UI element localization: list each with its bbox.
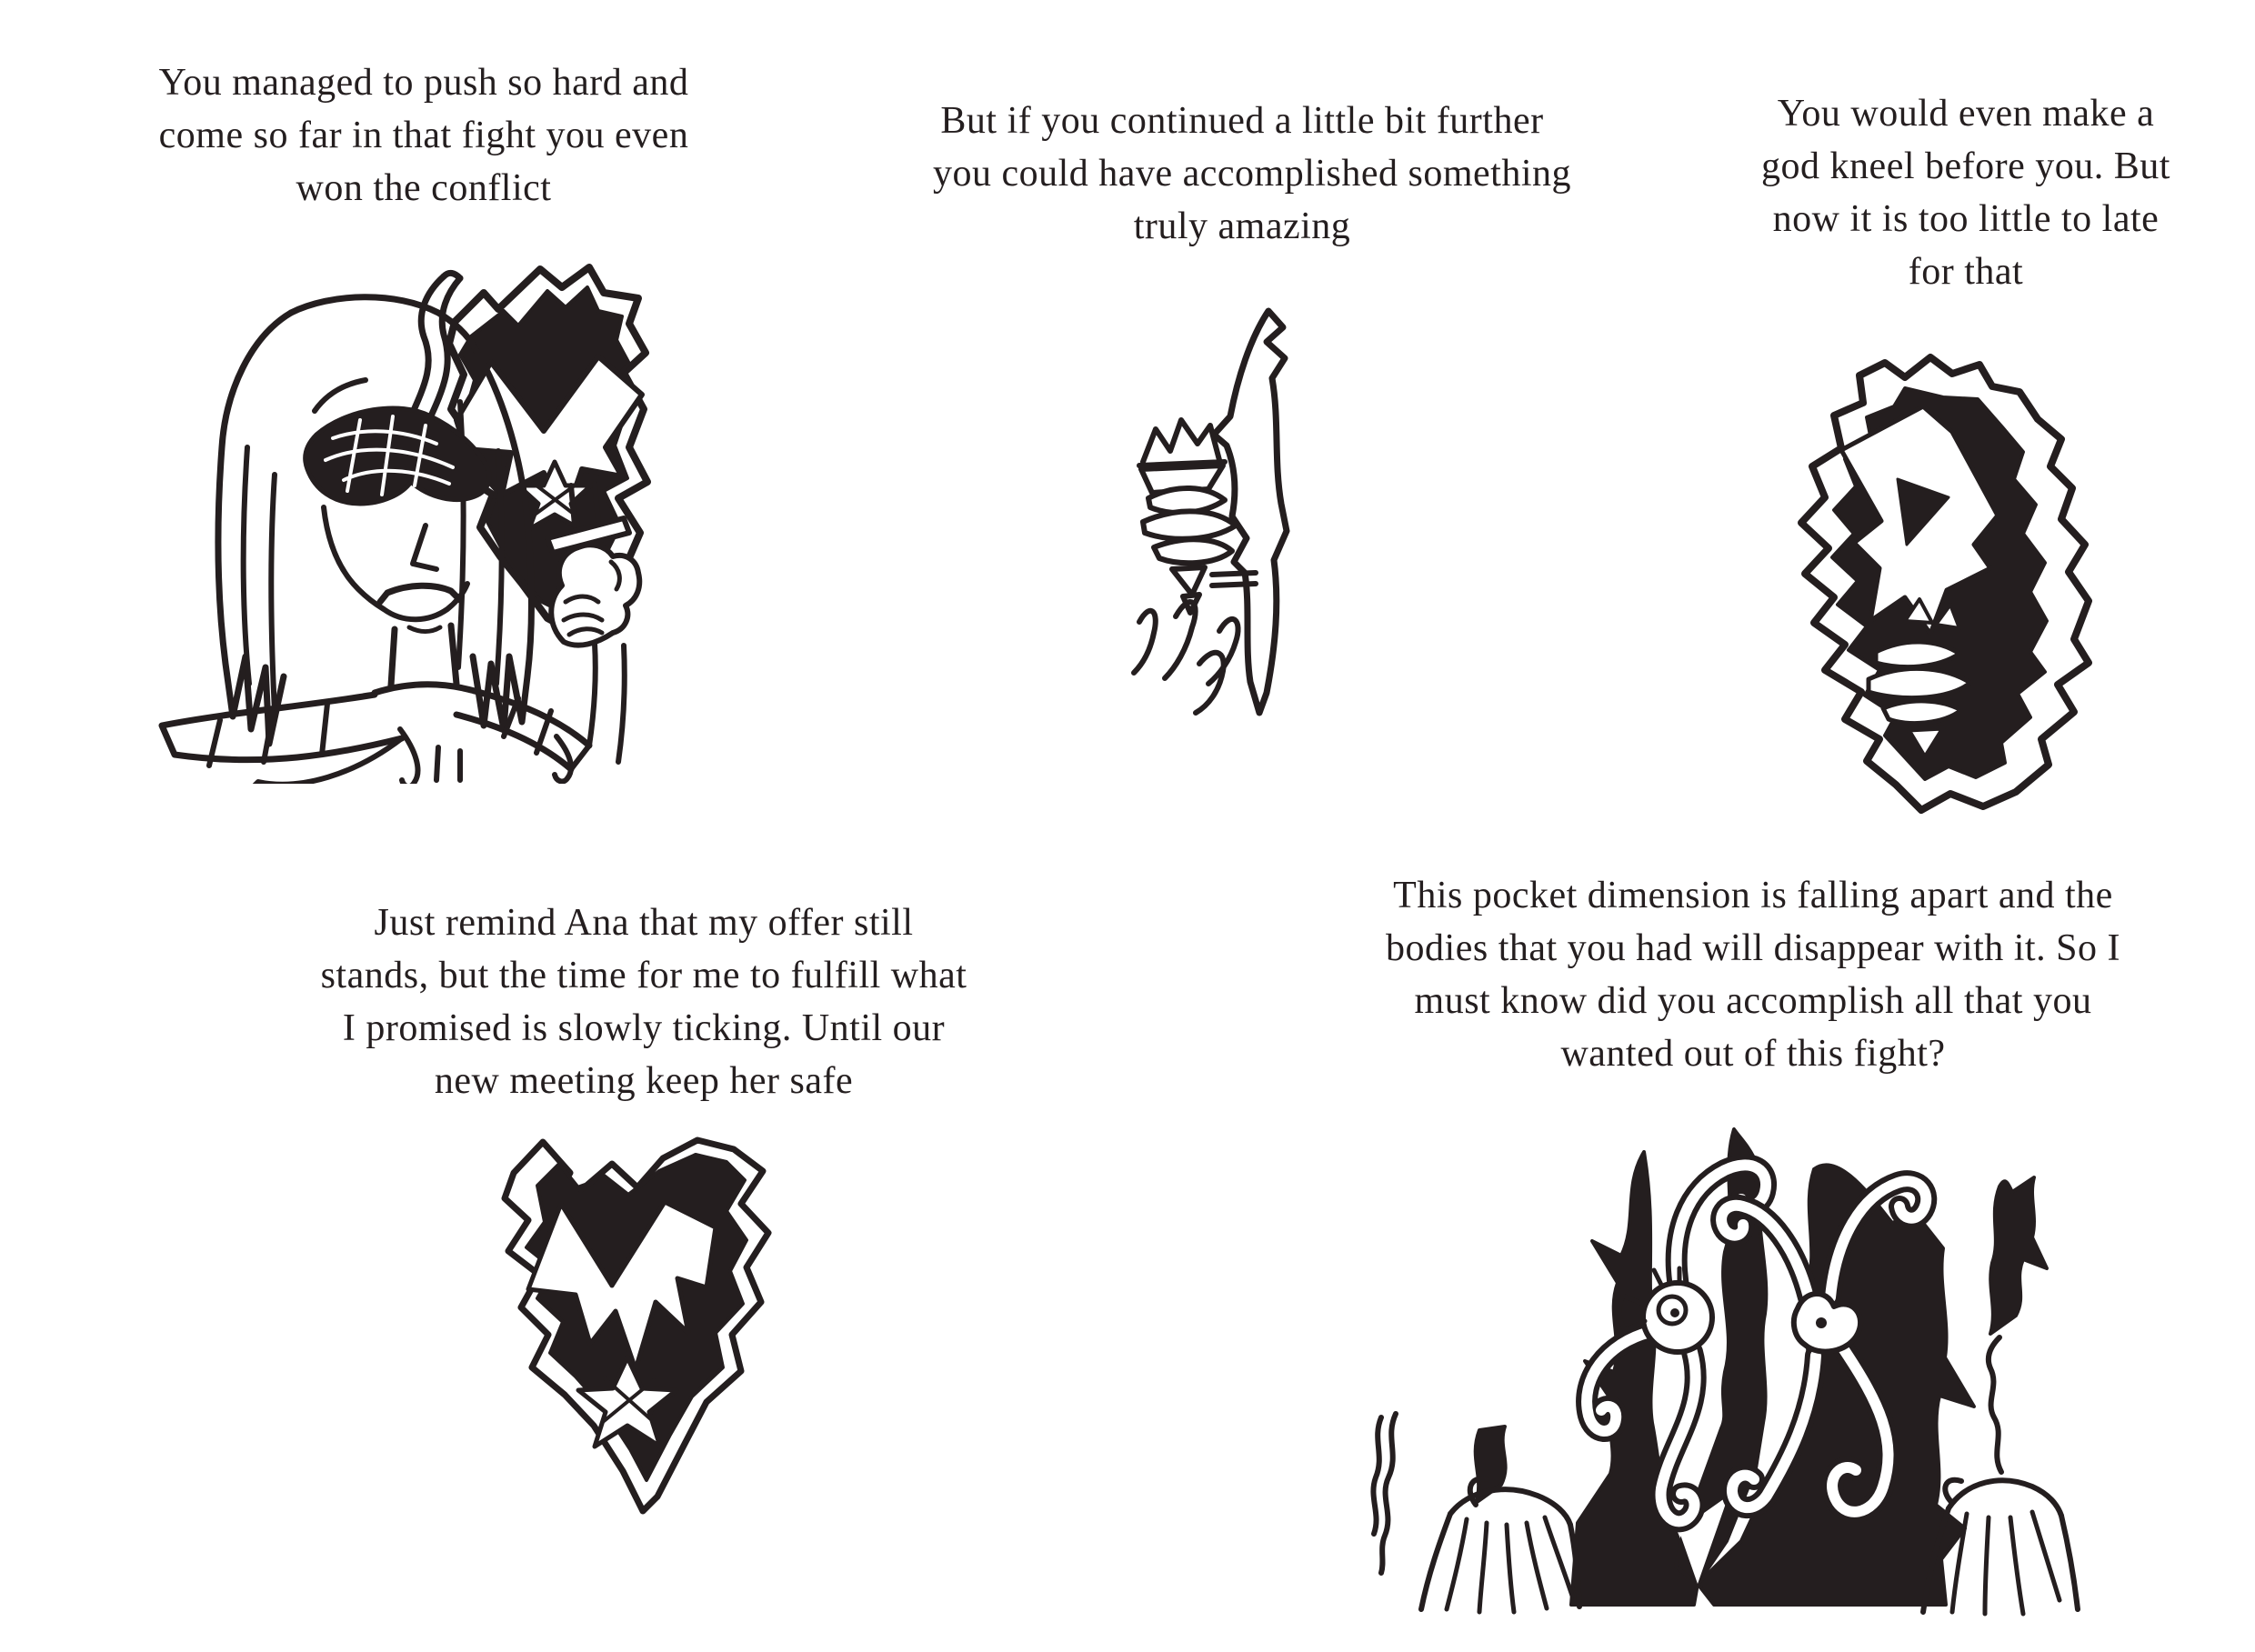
caption-bottom-left (271, 896, 1017, 1107)
black-flame-emblem-illustration (1769, 350, 2096, 818)
caption-line: for that (1908, 251, 2024, 293)
character-holding-flame-illustration (136, 256, 664, 784)
caption-line: won the conflict (296, 167, 552, 209)
spiky-m-emblem-illustration (468, 1133, 782, 1519)
caption-line: come so far in that fight you even (158, 115, 689, 156)
thin-flame-and-crowned-tower-illustration (1123, 302, 1305, 729)
caption-line: you could have accomplished something (933, 153, 1572, 195)
caption-top-left (115, 56, 733, 215)
caption-line: But if you continued a little bit further (940, 100, 1544, 142)
caption-line: must know did you accomplish all that you (1414, 980, 2092, 1022)
caption-line: truly amazing (1133, 205, 1351, 247)
caption-line: Just remind Ana that my offer still (374, 902, 914, 944)
caption-line: I promised is slowly ticking. Until our (342, 1007, 946, 1049)
caption-top-middle (933, 95, 1572, 253)
caption-line: You managed to push so hard and (158, 62, 689, 104)
caption-line: wanted out of this fight? (1560, 1033, 1946, 1075)
caption-top-right (1702, 87, 2230, 298)
caption-line: god kneel before you. But (1761, 145, 2170, 187)
caption-bottom-right (1344, 869, 2162, 1080)
caption-line: stands, but the time for me to fulfill what (320, 955, 967, 996)
caption-line: You would even make a (1777, 93, 2155, 135)
caption-line: This pocket dimension is falling apart and the (1393, 875, 2113, 916)
caption-line: new meeting keep her safe (434, 1060, 854, 1102)
caption-line: bodies that you had will disappear with it. So I (1386, 927, 2120, 969)
caption-line: now it is too little to late (1772, 198, 2160, 240)
swirl-creatures-in-flames-illustration (1359, 1114, 2160, 1652)
